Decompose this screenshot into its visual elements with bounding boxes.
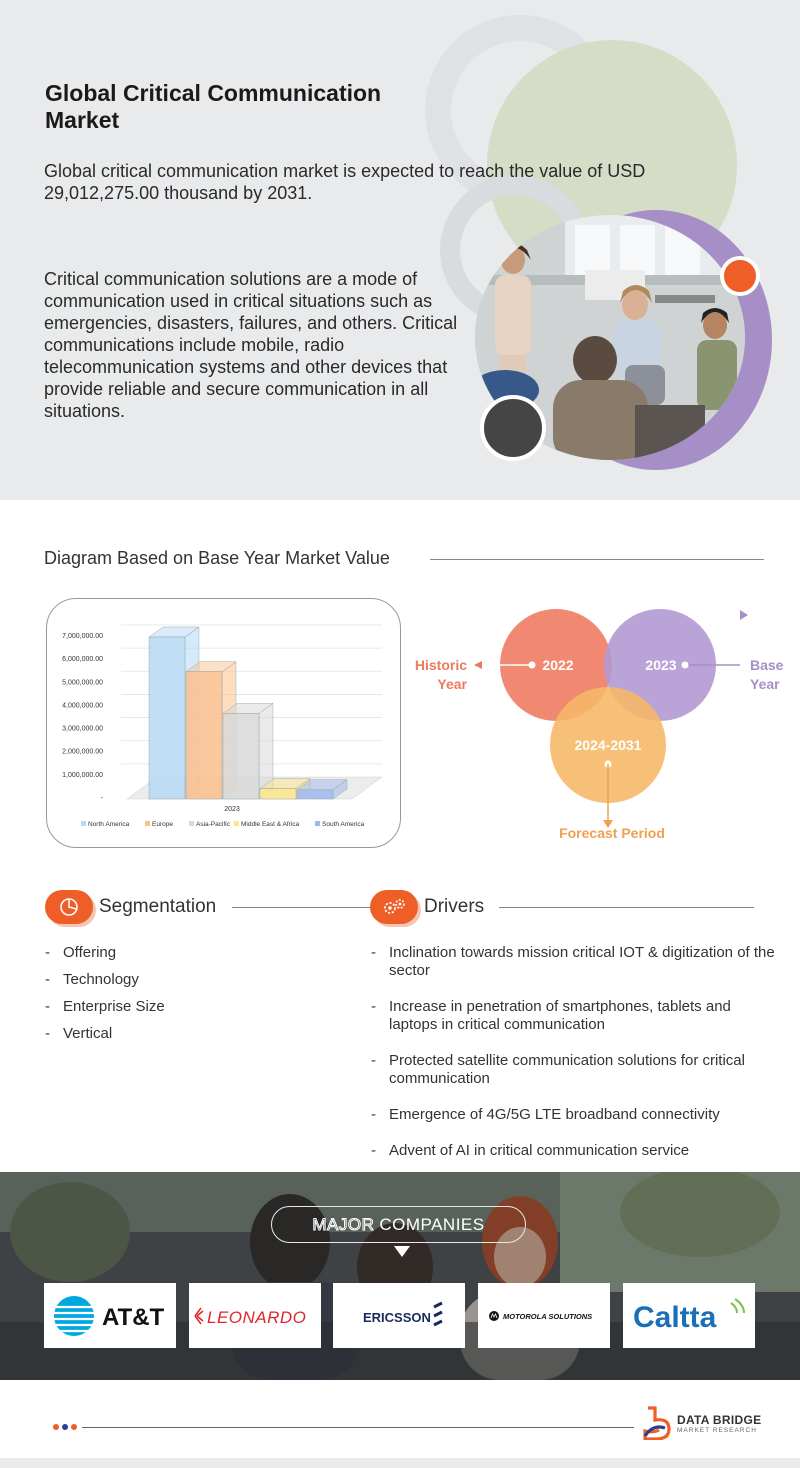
page-title: Global Critical Communication Market [45, 80, 382, 133]
x-tick-label: 2023 [224, 806, 240, 813]
list-item: - Increase in penetration of smartphones, tablets and laptops in critical communication [371, 998, 776, 1034]
bar-chart-card [46, 598, 401, 848]
y-tick-label: 6,000,000.00 [62, 656, 103, 664]
list-item: - Offering [45, 944, 345, 971]
decor-orange-dot [720, 256, 760, 296]
forecast-period-value: 2024-2031 [574, 737, 642, 753]
y-tick-label: 1,000,000.00 [62, 771, 103, 779]
y-tick-label: 4,000,000.00 [62, 702, 103, 710]
legend-label: South America [322, 821, 365, 828]
bar [260, 789, 296, 799]
y-tick-label: 7,000,000.00 [62, 633, 103, 640]
footer-dot [71, 1424, 77, 1430]
segmentation-heading [45, 890, 216, 924]
y-tick-label: 3,000,000.00 [62, 725, 103, 733]
bar-chart [47, 599, 402, 849]
decor-dark-dot [480, 395, 546, 461]
legend-label: Europe [152, 821, 173, 828]
data-bridge-mark-icon [643, 1406, 673, 1440]
caltta-logo-text: Caltta [633, 1300, 717, 1334]
base-label-line2: Year [750, 676, 780, 692]
list-item: - Technology [45, 971, 345, 998]
legend-swatch [189, 821, 194, 826]
play-arrow-icon [740, 610, 748, 620]
drivers-title: Drivers [424, 896, 485, 917]
ericsson-logo-text: ERICSSON [363, 1309, 431, 1325]
list-item: - Enterprise Size [45, 998, 345, 1025]
legend-label: Middle East & Africa [241, 821, 300, 828]
major-companies-heading [271, 1206, 526, 1243]
y-tick-label: 5,000,000.00 [62, 679, 103, 687]
bar [186, 672, 222, 799]
footer-dots [53, 1424, 77, 1430]
base-label-line1: Base [750, 657, 784, 673]
legend-swatch [145, 821, 150, 826]
forecast-period-label: Forecast Period [559, 825, 665, 841]
ericsson-logo [333, 1283, 465, 1348]
y-tick-label: 2,000,000.00 [62, 748, 103, 756]
brand-subtitle: MARKET RESEARCH [677, 1426, 757, 1434]
legend-swatch [234, 821, 239, 826]
diagram-section-title: Diagram Based on Base Year Market Value [44, 548, 390, 568]
triangle-down-icon [394, 1246, 410, 1257]
footer-dot [53, 1424, 59, 1430]
caltta-logo [623, 1283, 755, 1348]
bar [297, 790, 333, 799]
legend-swatch [315, 821, 320, 826]
divider-line [232, 907, 372, 908]
market-description: Critical communication solutions are a mode of communication used in critical situations such as emergencies, disasters, failures, and others. Critical communications include mobile, radio telecommunication systems and other devices that provide reliable and secure communication in all situations. [44, 269, 458, 421]
major-companies-heading-rest: COMPANIES [379, 1214, 485, 1234]
office-background-photo [0, 1172, 800, 1380]
hero-section [0, 0, 800, 500]
drivers-list [371, 944, 776, 1178]
major-companies-section [0, 1172, 800, 1380]
data-bridge-logo [643, 1406, 761, 1440]
list-item: - Vertical [45, 1025, 345, 1052]
bar [149, 637, 185, 799]
divider-line [82, 1427, 634, 1428]
legend-label: North America [88, 821, 130, 828]
historic-label-line1: Historic [414, 657, 467, 673]
att-logo [44, 1283, 176, 1348]
footer-band [0, 1458, 800, 1468]
leonardo-logo [189, 1283, 321, 1348]
historic-label-line2: Year [437, 676, 467, 692]
list-item: - Protected satellite communication solutions for critical communication [371, 1052, 776, 1088]
market-value-statement: Global critical communication market is expected to reach the value of USD 29,012,275.00 thousand by 2031. [44, 161, 646, 203]
segmentation-title: Segmentation [99, 896, 217, 917]
list-item: - Inclination towards mission critical IOT & digitization of the sector [371, 944, 776, 980]
leonardo-logo-text: LEONARDO [207, 1307, 307, 1327]
pie-chart-icon [45, 890, 93, 924]
major-companies-heading-outline: MAJOR [312, 1214, 375, 1234]
drivers-heading [370, 890, 484, 924]
historic-year-value: 2022 [542, 657, 574, 673]
legend-label: Asia-Pacific [196, 821, 230, 828]
year-venn-diagram [410, 600, 800, 850]
motorola-solutions-logo [478, 1283, 610, 1348]
divider-line [499, 907, 754, 908]
footer-dot [62, 1424, 68, 1430]
bar [223, 713, 259, 799]
motorola-logo-text: MOTOROLA SOLUTIONS [503, 1311, 593, 1321]
y-tick-label: - [100, 795, 103, 802]
segmentation-list [45, 944, 345, 1052]
divider-line [430, 559, 764, 560]
base-year-value: 2023 [645, 657, 677, 673]
list-item: - Advent of AI in critical communication service [371, 1142, 776, 1160]
legend-swatch [81, 821, 86, 826]
brand-name: DATA BRIDGE [677, 1412, 762, 1427]
list-item: - Emergence of 4G/5G LTE broadband connectivity [371, 1106, 776, 1124]
att-logo-text: AT&T [102, 1303, 165, 1331]
gears-icon [370, 890, 418, 924]
